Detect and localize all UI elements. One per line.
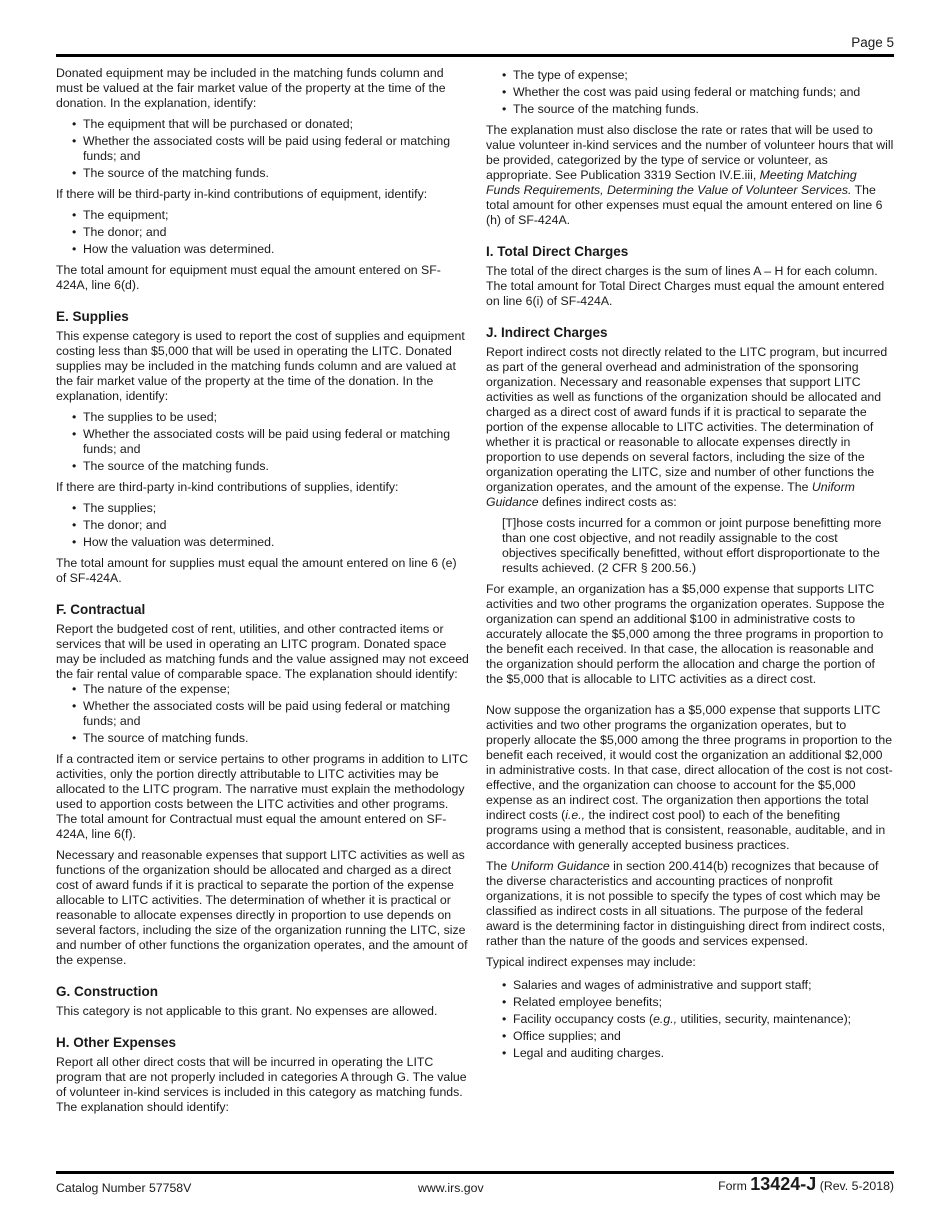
equipment-paragraph: Donated equipment may be included in the matching funds column and must be valued at the fair market value of the property at the time of the donation. In the explanation, identify: [56, 66, 446, 110]
list-item: • The source of the matching funds. [513, 102, 894, 117]
list-item: • How the valuation was determined. [83, 535, 470, 550]
uniform-guidance-title: Uniform Guidance [486, 480, 855, 509]
indirect-cost-quote: [T]hose costs incurred for a common or joint purpose benefitting more than one cost objective, and not readily assignable to the cost objectives specifically benefitted, without effort disproportionate to the results achieved. (2 CFR § 200.56.) [502, 516, 882, 575]
catalog-number: Catalog Number 57758V [56, 1181, 192, 1195]
italic-text: i.e., [565, 808, 586, 822]
list-item: • The type of expense; [513, 68, 894, 83]
section-heading-indirect: J. Indirect Charges [486, 325, 608, 340]
contractual-paragraph: Report the budgeted cost of rent, utilities, and other contracted items or services that will be used in operating an LITC program. Donated space may be included as matching funds and the value assigned may not exceed the fair rental value of comparable space. The explanation should identify: [56, 622, 469, 681]
text: utilities, security, maintenance); [677, 1012, 852, 1026]
list-item: • The source of the matching funds. [83, 459, 470, 474]
supplies-third-party-paragraph: If there are third-party in-kind contributions of supplies, identify: [56, 480, 399, 494]
construction-paragraph: This category is not applicable to this grant. No expenses are allowed. [56, 1004, 438, 1018]
typical-indirect-list [486, 978, 894, 1061]
text: The total amount for other expenses must equal the amount entered on line 6 (h) of SF-424A. [486, 183, 883, 227]
list-item: • Whether the associated costs will be paid using federal or matching funds; and [83, 134, 470, 164]
list-item: • The donor; and [83, 518, 470, 533]
supplies-paragraph: This expense category is used to report the cost of supplies and equipment costing less than $5,000 that will be used in operating the LITC. Donated supplies may be included in the matching funds column and are valued at the fair market value of the property at the time of the donation. In the explanation, identify: [56, 329, 465, 403]
text: in section 200.414(b) recognizes that because of the diverse characteristics and accounting practices of nonprofit organizations, it is not possible to specify the types of cost which may be classified as indirect costs in all situations. The purpose of the federal award is the determining factor in distinguishing direct from indirect costs, rather than the nature of the goods and services expensed. [486, 859, 886, 948]
list-item: • Whether the cost was paid using federal or matching funds; and [513, 85, 894, 100]
contractual-allocation-paragraph: If a contracted item or service pertains to other programs in addition to LITC activities, only the portion directly attributable to LITC activities may be allocated to the LITC program. The narrative must explain the methodology used to apportion costs between the LITC activities and other programs. The total amount for Contractual must equal the amount entered on SF-424A, line 6(f). [56, 752, 469, 841]
text: Report indirect costs not directly related to the LITC program, but incurred as part of the general overhead and administration of the sponsoring organization. Necessary and reasonable expenses that support LITC activities as well as functions of the organization should be allocated and charged as a direct cost of award funds if it is practical to separate the portion of the expense allocable to LITC activities. The determination of whether it is practical or reasonable to allocate expenses directly in proportion to use depends on several factors, including the size of the organization operating the LITC, size and number of other functions the organization operates, and the amount of the expense. The [486, 345, 888, 494]
other-expenses-identify-list [486, 68, 894, 117]
list-item: • The supplies to be used; [83, 410, 470, 425]
equipment-third-party-paragraph: If there will be third-party in-kind contributions of equipment, identify: [56, 187, 428, 201]
section-heading-contractual: F. Contractual [56, 602, 146, 617]
text: The [486, 859, 511, 873]
text: defines indirect costs as: [538, 495, 677, 509]
right-column [486, 66, 894, 1067]
typical-indirect-intro: Typical indirect expenses may include: [486, 955, 696, 969]
website-link[interactable]: www.irs.gov [418, 1181, 484, 1195]
supplies-identify-list [56, 410, 470, 474]
indirect-paragraph [486, 345, 894, 510]
italic-text: e.g., [653, 1012, 678, 1026]
list-item: • The nature of the expense; [83, 682, 470, 697]
list-item: • Legal and auditing charges. [513, 1046, 894, 1061]
list-item: • The equipment; [83, 208, 470, 223]
uniform-guidance-paragraph [486, 859, 894, 949]
section-heading-other-expenses: H. Other Expenses [56, 1035, 177, 1050]
list-item: • The source of the matching funds. [83, 166, 470, 181]
list-item: • Salaries and wages of administrative and support staff; [513, 978, 894, 993]
left-column [56, 66, 470, 1121]
list-item: • The source of matching funds. [83, 731, 470, 746]
list-item: • The supplies; [83, 501, 470, 516]
list-item: • Whether the associated costs will be paid using federal or matching funds; and [83, 427, 470, 457]
indirect-second-example-paragraph [486, 703, 894, 853]
equipment-total-paragraph: The total amount for equipment must equal the amount entered on SF-424A, line 6(d). [56, 263, 441, 292]
section-heading-supplies: E. Supplies [56, 309, 129, 324]
form-revision: (Rev. 5-2018) [816, 1179, 894, 1193]
list-item: • The donor; and [83, 225, 470, 240]
supplies-total-paragraph: The total amount for supplies must equal the amount entered on line 6 (e) of SF-424A. [56, 556, 457, 585]
other-expenses-paragraph: Report all other direct costs that will be incurred in operating the LITC program that are not properly included in categories A through G. The value of volunteer in-kind services is included in this category as matching funds. The explanation should identify: [56, 1055, 467, 1114]
supplies-third-party-list [56, 501, 470, 550]
section-heading-construction: G. Construction [56, 984, 158, 999]
section-heading-total-direct: I. Total Direct Charges [486, 244, 629, 259]
form-identifier [718, 1174, 894, 1194]
page-number: Page 5 [851, 35, 894, 50]
form-prefix: Form [718, 1179, 751, 1193]
header-rule [56, 54, 894, 57]
publication-title: Meeting Matching Funds Requirements, Determining the Value of Volunteer Services. [486, 168, 857, 197]
list-item: • How the valuation was determined. [83, 242, 470, 257]
list-item: • Office supplies; and [513, 1029, 894, 1044]
list-item: • The equipment that will be purchased or donated; [83, 117, 470, 132]
total-direct-paragraph: The total of the direct charges is the sum of lines A – H for each column. The total amount for Total Direct Charges must equal the amount entered on line 6(i) of SF-424A. [486, 264, 885, 308]
list-item: • Related employee benefits; [513, 995, 894, 1010]
list-item: • Whether the associated costs will be paid using federal or matching funds; and [83, 699, 470, 729]
contractual-identify-list [56, 682, 470, 746]
contractual-reasonable-paragraph: Necessary and reasonable expenses that support LITC activities as well as functions of the organization should be allocated and charged as a direct cost of award funds if it is practical to separate the portion of the expense allocable to LITC activities. The determination of whether it is practical or reasonable to allocate expenses directly in proportion to use depends on several factors, including the size of the organization running the LITC, size and number of other functions the organization operates, and the amount of the expense. [56, 848, 468, 967]
list-item [513, 1012, 894, 1027]
uniform-guidance-title: Uniform Guidance [510, 859, 610, 873]
equipment-identify-list [56, 117, 470, 181]
equipment-third-party-list [56, 208, 470, 257]
text: The explanation must also disclose the rate or rates that will be used to value volunteer in-kind services and the number of volunteer hours that will be provided, categorized by the type of service or volunteer, as appropriate. See Publication 3319 Section IV.E.iii, [486, 123, 894, 182]
text: Now suppose the organization has a $5,000 expense that supports LITC activities and two other programs the organization operates, but to properly allocate the $5,000 among the three programs in proportion to the benefit each received, it would cost the organization an additional $2,000 in administrative costs. In that case, direct allocation of the cost is not cost-effective, and the organization can choose to account for the $5,000 expense as an indirect cost. The organization then apportions the total indirect costs ( [486, 703, 893, 822]
indirect-example-paragraph: For example, an organization has a $5,000 expense that supports LITC activities and two other programs the organization operates. Suppose the organization can spend an additional $100 in administrative costs to accurately allocate the $5,000 among the three programs in proportion to the benefit each received. In that case, the allocation is reasonable and the organization should perform the allocation and charge the portion of the $5,000 that is allocable to LITC activities as a direct cost. [486, 582, 885, 686]
volunteer-valuation-paragraph [486, 123, 894, 228]
form-number: 13424-J [750, 1174, 817, 1194]
text: Facility occupancy costs ( [513, 1012, 654, 1026]
text: the indirect cost pool) to each of the benefiting programs using a method that is consistent, reasonable, auditable, and in accordance with generally accepted business practices. [486, 808, 886, 852]
